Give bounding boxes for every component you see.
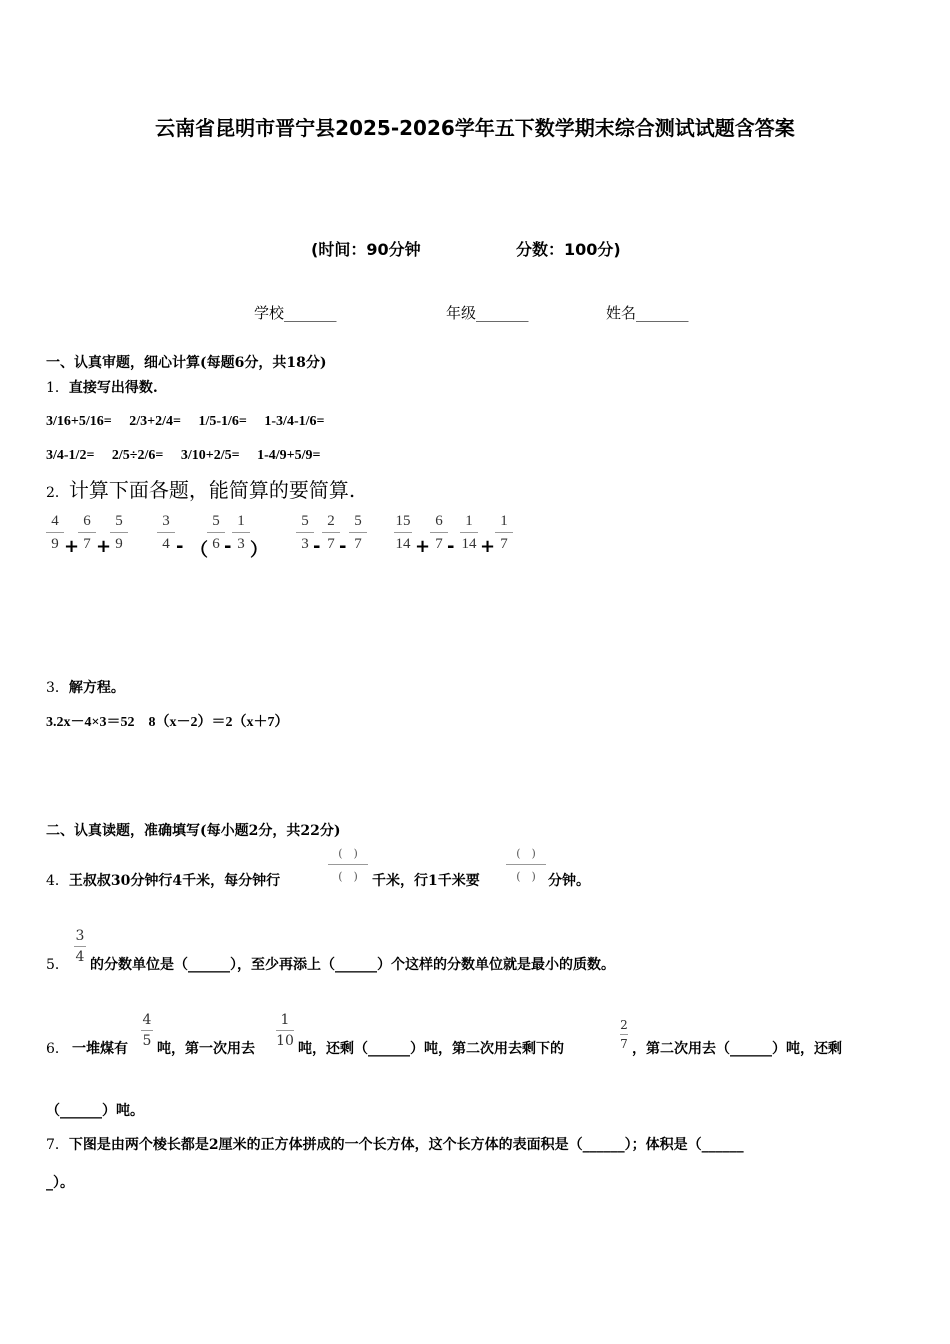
operator: + [64, 536, 80, 557]
equations: 3.2x－4×3＝52 8（x－2）＝2（x＋7） [46, 715, 289, 730]
question-number: 3． [46, 680, 69, 696]
question-text: 直接写出得数. [68, 380, 158, 396]
page-title: 云南省昆明市晋宁县2025-2026学年五下数学期末综合测试试题含答案 [155, 116, 795, 140]
q4-blank-fraction-2[interactable]: ( ) ( ) [506, 845, 546, 884]
q7-line-2: _）。 [46, 1175, 74, 1191]
fraction: 5 7 [347, 510, 369, 555]
q6-fraction-1: 4 5 [142, 1012, 152, 1049]
operator: - [339, 536, 347, 557]
q2-expressions [0, 510, 950, 570]
question-number: 4． [46, 873, 69, 889]
fraction: 2 7 [320, 510, 342, 555]
question-5-number: 5． [46, 957, 69, 973]
q6-fraction-3: 2 7 [620, 1018, 628, 1051]
school-field: 学校_______ [254, 304, 337, 322]
question-2 [46, 474, 355, 503]
operator: + [96, 536, 112, 557]
question-1 [46, 377, 158, 397]
question-number: 2． [46, 485, 69, 501]
question-6-number: 6． [46, 1041, 69, 1057]
q4-blank-fraction-1[interactable]: ( ) ( ) [328, 845, 368, 884]
fraction: 6 7 [76, 510, 98, 555]
grade-field: 年级_______ [446, 304, 529, 322]
q4-text-a: 王叔叔30分钟行4千米，每分钟行 [68, 873, 281, 889]
question-3 [46, 677, 125, 697]
question-text: 解方程。 [68, 680, 125, 696]
question-7 [46, 1134, 744, 1154]
q4-text-b: 千米，行1千米要 [372, 873, 480, 889]
section-1-heading: 一、认真审题，细心计算(每题6分，共18分) [46, 355, 327, 371]
fraction: 1 7 [493, 510, 515, 555]
operator: - [313, 536, 321, 557]
fraction: 3 4 [155, 510, 177, 555]
operator: + [480, 536, 496, 557]
q4-text-c: 分钟。 [548, 873, 590, 889]
score-label: 分数：100分) [516, 240, 621, 259]
fraction: 5 6 [205, 510, 227, 555]
question-text: 下图是由两个棱长都是2厘米的正方体拼成的一个长方体，这个长方体的表面积是（______）；体积是（______ [68, 1137, 744, 1153]
question-text: 计算下面各题，能简算的要简算. [68, 478, 356, 502]
time-label: (时间：90分钟 [311, 240, 421, 259]
operator: + [415, 536, 431, 557]
q5-fraction: 3 4 [75, 928, 85, 965]
q6-text-b: 吨，第一次用去 [157, 1041, 255, 1057]
fraction: 4 9 [44, 510, 66, 555]
fraction: 15 14 [395, 513, 411, 552]
operator: - [447, 536, 455, 557]
operator: - [224, 536, 232, 557]
question-4 [46, 870, 280, 890]
fraction: 1 3 [230, 510, 252, 555]
section-2-heading: 二、认真读题，准确填写(每小题2分，共22分) [46, 823, 341, 839]
question-number: 7． [46, 1137, 69, 1153]
fraction: 1 14 [461, 513, 477, 552]
name-field: 姓名_______ [606, 304, 689, 322]
q6-line-2: （______）吨。 [46, 1103, 144, 1119]
q6-text-a: 一堆煤有 [72, 1041, 128, 1057]
fraction: 5 3 [294, 510, 316, 555]
q6-text-d: ，第二次用去（______）吨，还剩 [632, 1041, 842, 1057]
operator: ） [250, 540, 268, 561]
fraction: 6 7 [428, 510, 450, 555]
operator: （ [190, 540, 208, 561]
q6-text-c: 吨，还剩（______）吨，第二次用去剩下的 [298, 1041, 564, 1057]
question-5-text: 的分数单位是（______），至少再添上（______）个这样的分数单位就是最小的质数。 [90, 957, 615, 973]
question-number: 1． [46, 380, 69, 396]
fraction: 5 9 [108, 510, 130, 555]
calc-row-1: 3/16+5/16= 2/3+2/4= 1/5-1/6= 1-3/4-1/6= [46, 414, 325, 429]
calc-row-2: 3/4-1/2= 2/5÷2/6= 3/10+2/5= 1-4/9+5/9= [46, 448, 321, 463]
q6-fraction-2: 1 10 [276, 1012, 294, 1049]
operator: - [176, 536, 184, 557]
